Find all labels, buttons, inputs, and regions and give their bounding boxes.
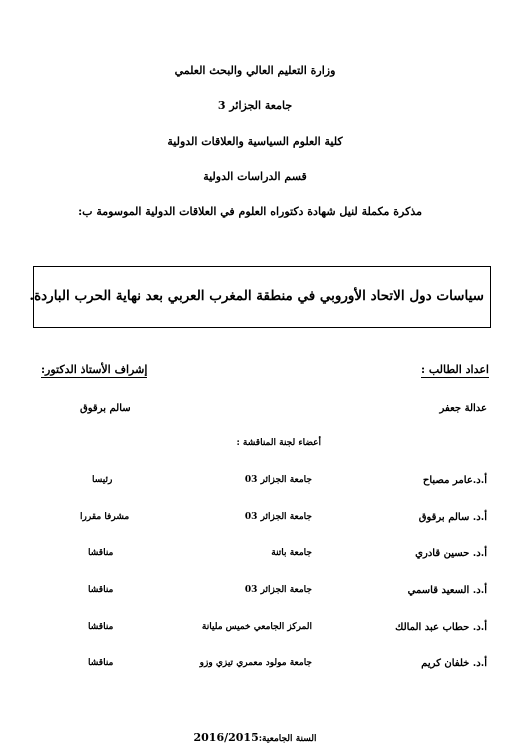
member-role: مناقشا [88,622,114,632]
student-name: عدالة جعفر [439,403,487,414]
member-role: مناقشا [88,658,114,668]
ministry-line: وزارة التعليم العالي والبحث العلمي [174,64,336,77]
thesis-title: سياسات دول الاتحاد الأوروبي في منطقة المغرب العربي بعد نهاية الحرب الباردة. [29,288,484,304]
department-line: قسم الدراسات الدولية [203,170,307,183]
member-name: أ.د. خلفان كريم [421,658,487,669]
member-name: أ.د. السعيد قاسمي [407,585,487,596]
member-university: جامعة باتنة [271,548,312,558]
year-value: 2016/2015 [193,731,259,744]
member-university: المركز الجامعي خميس مليانة [201,622,312,632]
member-role: مشرفا مقررا [80,512,130,522]
member-university: جامعة الجزائر 03 [244,475,312,485]
academic-year [0,726,510,745]
student-label: اعداد الطالب : [420,363,489,376]
faculty-line: كلية العلوم السياسية والعلاقات الدولية [167,135,343,148]
member-role: مناقشا [88,585,114,595]
member-name: أ.د. حسين قادري [415,548,487,559]
member-name: أ.د.عامر مصباح [422,475,487,486]
committee-label: أعضاء لجنة المناقشة : [236,438,321,448]
member-university: جامعة الجزائر 03 [244,585,312,595]
thesis-note: مذكرة مكملة لنيل شهادة دكتوراه العلوم في العلاقات الدولية الموسومة ب: [78,205,422,218]
member-university: جامعة مولود معمري تيزي وزو [199,658,312,668]
supervisor-name: سالم برقوق [80,403,131,414]
member-role: رئيسا [92,475,113,485]
supervisor-label: إشراف الأستاذ الدكتور: [41,363,148,376]
member-name: أ.د. سالم برقوق [418,512,487,523]
member-university: جامعة الجزائر 03 [244,512,312,522]
year-label: السنة الجامعية: [258,734,317,744]
member-role: مناقشا [88,548,114,558]
university-line: جامعة الجزائر 3 [217,99,293,112]
member-name: أ.د. حطاب عبد المالك [395,622,487,633]
